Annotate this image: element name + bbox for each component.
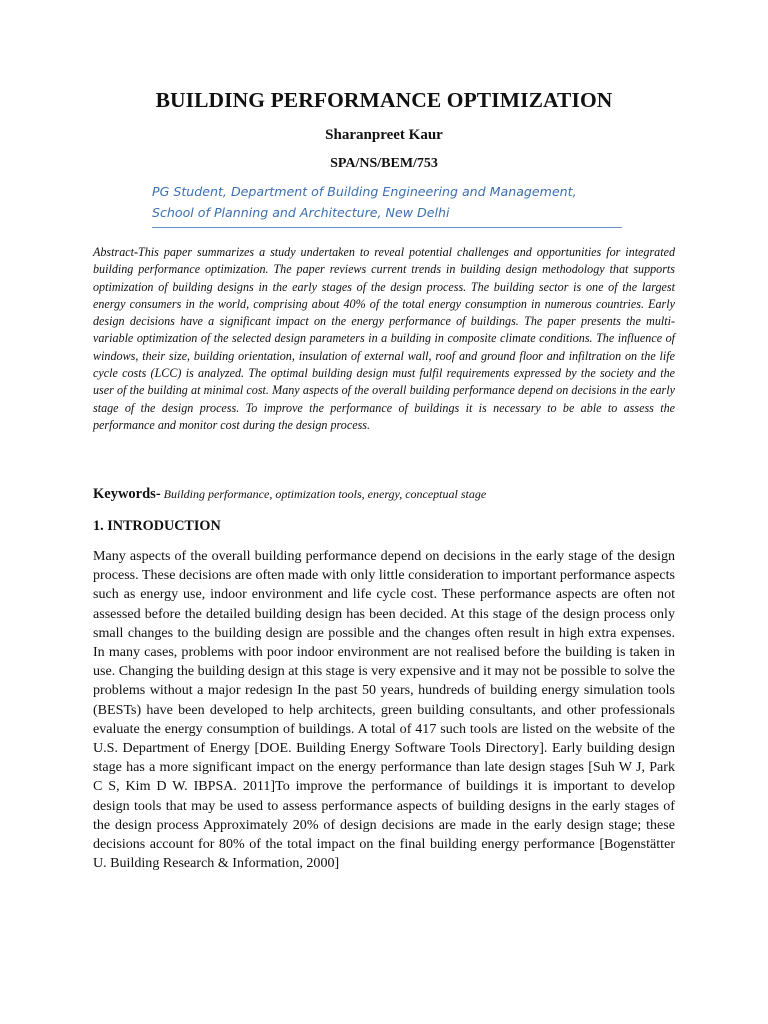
student-code: SPA/NS/BEM/753 — [330, 156, 438, 171]
author-affiliation: PG Student, Department of Building Engineering and Management, School of Planning and Architecture, New Delhi — [152, 181, 622, 228]
keywords-label: Keywords- — [93, 486, 161, 502]
abstract-dash: - — [133, 245, 139, 259]
abstract-paragraph — [93, 244, 675, 434]
abstract-label: Abstract — [93, 245, 134, 259]
introduction-paragraph: Many aspects of the overall building performance depend on decisions in the early stage of the design process. These decisions are often made with only little consideration to important performance aspects such as energy use, indoor environment and life cycle cost. These performance aspects are often not assessed before the detailed building design has been decided. At this stage of the design process only small changes to the building design are possible and the changes often result in high extra expenses. In many cases, problems with poor indoor environment are not realised before the building is taken in use. Changing the building design at this stage is very expensive and it may not be possible to solve the problems without a major redesign In the past 50 years, hundreds of building energy simulation tools (BESTs) have been developed to help architects, green building consultants, and other professionals evaluate the energy consumption of buildings. A total of 417 such tools are listed on the website of the U.S. Department of Energy [DOE. Building Energy Software Tools Directory]. Early building design stage has a more significant impact on the energy performance than late design stages [Suh W J, Park C S, Kim D W. IBPSA. 2011]To improve the performance of buildings it is important to develop design tools that may be used to assess performance aspects of building designs in the early stages of the design process Approximately 20% of design decisions are made in the early design stage; these decisions account for 80% of the total impact on the final building energy performance [Bogenstätter U. Building Research & Information, 2000] — [93, 548, 675, 872]
keywords-text: Building performance, optimization tools, energy, conceptual stage — [163, 487, 487, 501]
author-name: Sharanpreet Kaur — [325, 127, 443, 143]
section-heading-introduction: 1. INTRODUCTION — [93, 518, 221, 534]
abstract-text: This paper summarizes a study undertaken to reveal potential challenges and opportunities for integrated building performance optimization. The paper reviews current trends in building design methodology that supports optimization of building designs in the early stages of the design process. The building sector is one of the largest energy consumers in the world, comprising about 40% of the total energy consumption in numerous countries. Early design decisions have a significant impact on the energy performance of buildings. The paper presents the multi-variable optimization of the selected design parameters in a building in composite climate conditions. The influence of windows, their size, building orientation, insulation of external wall, roof and ground floor and infiltration on the life cycle costs (LCC) is analyzed. The optimal building design must fulfil requirements expressed by the society and the user of the building at minimal cost. Many aspects of the overall building performance depend on decisions in the early stage of the design process. To improve the performance of buildings it is necessary to be able to assess the performance and monitor cost during the design process. — [93, 245, 675, 432]
paper-title: BUILDING PERFORMANCE OPTIMIZATION — [155, 88, 613, 112]
keywords-line — [93, 486, 693, 503]
